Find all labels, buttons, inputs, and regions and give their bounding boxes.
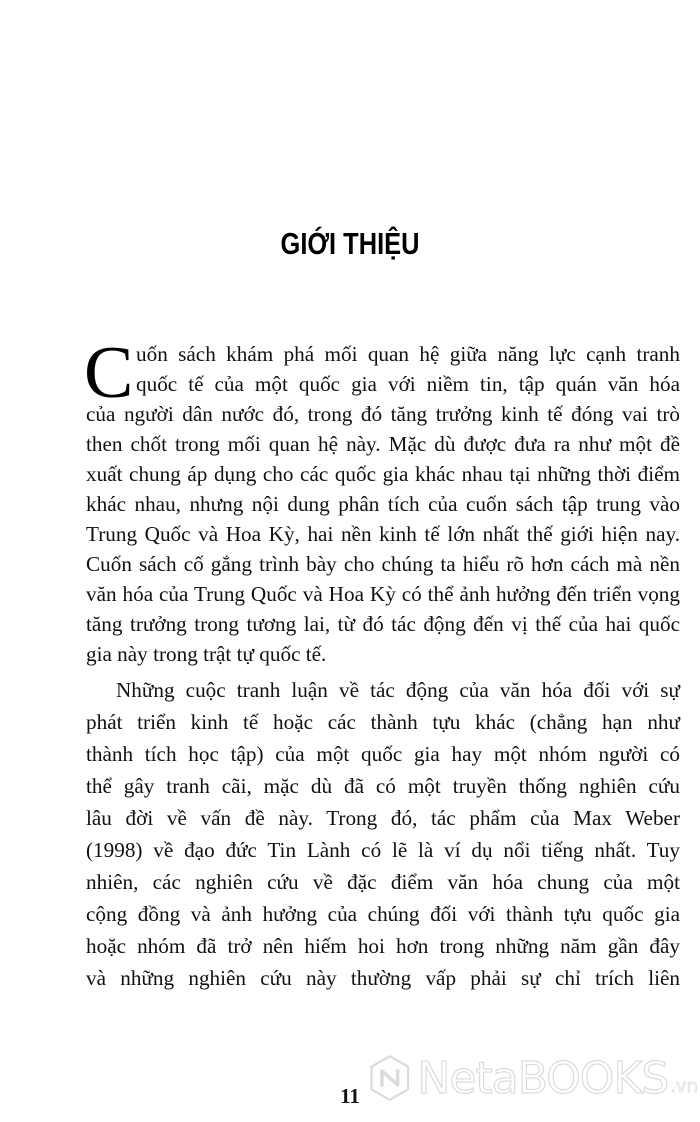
text-line: tăng trưởng trong tương lai, từ đó tác động đến vị thế của hai quốc bbox=[86, 612, 680, 636]
text-line: cộng đồng và ảnh hưởng của chúng đối với thành tựu quốc gia bbox=[86, 902, 680, 926]
text-line: của người dân nước đó, trong đó tăng trưởng kinh tế đóng vai trò bbox=[86, 402, 680, 426]
page-number: 11 bbox=[340, 1084, 360, 1108]
text-line: Trung Quốc và Hoa Kỳ, hai nền kinh tế lớn nhất thế giới hiện nay. bbox=[86, 522, 680, 546]
text-line: nhiên, các nghiên cứu về đặc điểm văn hóa chung của một bbox=[86, 870, 680, 894]
text-line: Những cuộc tranh luận về tác động của văn hóa đối với sự bbox=[116, 678, 680, 702]
text-line: và những nghiên cứu này thường vấp phải sự chỉ trích liên bbox=[86, 966, 680, 990]
text-line: văn hóa của Trung Quốc và Hoa Kỳ có thể ảnh hưởng đến triển vọng bbox=[86, 582, 680, 606]
text-line: xuất chung áp dụng cho các quốc gia khác nhau tại những thời điểm bbox=[86, 462, 680, 486]
text-line: lâu đời về vấn đề này. Trong đó, tác phẩm của Max Weber bbox=[86, 806, 680, 830]
text-line: gia này trong trật tự quốc tế. bbox=[86, 642, 327, 666]
watermark-suffix: .vn bbox=[670, 1075, 698, 1097]
text-line: khác nhau, nhưng nội dung phân tích của cuốn sách tập trung vào bbox=[86, 492, 680, 516]
drop-cap: C bbox=[84, 332, 134, 414]
chapter-title: GIỚI THIỆU bbox=[280, 226, 420, 261]
watermark-brand: NetaBOOKS bbox=[417, 1052, 669, 1104]
text-line: hoặc nhóm đã trở nên hiếm hoi hơn trong những năm gần đây bbox=[86, 934, 680, 958]
text-line: thể gây tranh cãi, mặc dù đã có một truyền thống nghiên cứu bbox=[86, 774, 680, 798]
text-line: phát triển kinh tế hoặc các thành tựu khác (chẳng hạn như bbox=[86, 710, 680, 734]
text-line: (1998) về đạo đức Tin Lành có lẽ là ví dụ nổi tiếng nhất. Tuy bbox=[86, 838, 680, 862]
text-line: then chốt trong mối quan hệ này. Mặc dù được đưa ra như một đề bbox=[86, 432, 680, 456]
text-line: thành tích học tập) của một quốc gia hay một nhóm người có bbox=[86, 742, 680, 766]
text-line: quốc tế của một quốc gia với niềm tin, tập quán văn hóa bbox=[136, 372, 680, 396]
text-line: Cuốn sách cố gắng trình bày cho chúng ta hiểu rõ hơn cách mà nền bbox=[86, 552, 680, 576]
text-line: uốn sách khám phá mối quan hệ giữa năng lực cạnh tranh bbox=[136, 342, 680, 366]
